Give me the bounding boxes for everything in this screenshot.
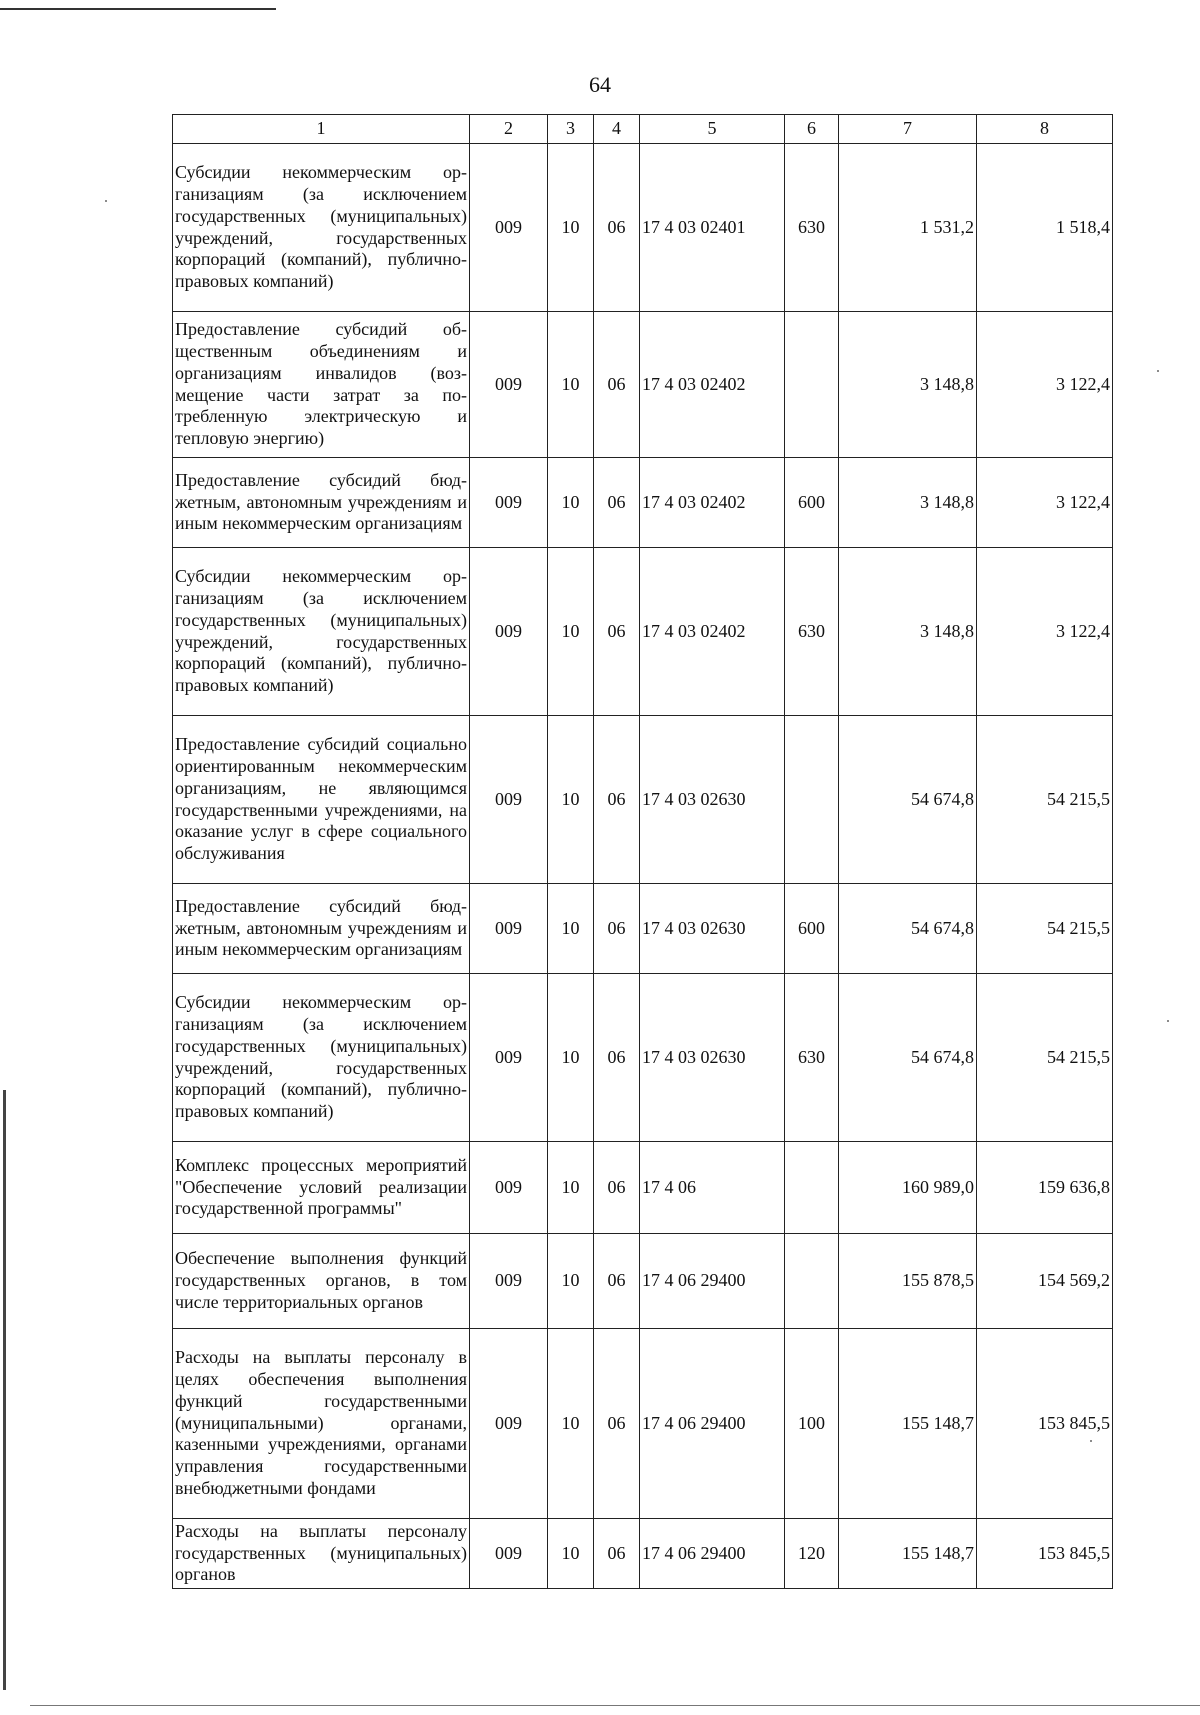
target-article-code: 17 4 03 02630 <box>640 716 785 884</box>
scan-artifact-line <box>30 1705 1200 1706</box>
expense-type-code <box>785 1234 839 1329</box>
amount-col7: 54 674,8 <box>839 884 977 974</box>
amount-col7: 155 148,7 <box>839 1519 977 1589</box>
expense-type-code <box>785 716 839 884</box>
ministry-code: 009 <box>470 884 548 974</box>
column-header: 5 <box>640 115 785 144</box>
expense-description: Субсидии некоммерческим организациям (за исключением государственных (муниципальных) учреждений, государственных корпораций (компаний), публично-правовых компаний) <box>173 548 470 716</box>
table-row <box>173 1142 1113 1234</box>
amount-col7: 1 531,2 <box>839 144 977 312</box>
amount-col7: 3 148,8 <box>839 458 977 548</box>
expense-description: Субсидии некоммерческим организациям (за исключением государственных (муниципальных) учреждений, государственных корпораций (компаний), публично-правовых компаний) <box>173 144 470 312</box>
scan-artifact-edge <box>3 1090 6 1690</box>
expense-description: Субсидии некоммерческим организациям (за исключением государственных (муниципальных) учреждений, государственных корпораций (компаний), публично-правовых компаний) <box>173 974 470 1142</box>
ministry-code: 009 <box>470 1142 548 1234</box>
amount-col7: 3 148,8 <box>839 312 977 458</box>
amount-col8: 154 569,2 <box>977 1234 1113 1329</box>
expense-type-code: 600 <box>785 884 839 974</box>
amount-col7: 54 674,8 <box>839 716 977 884</box>
ministry-code: 009 <box>470 144 548 312</box>
subsection-code: 06 <box>594 1519 640 1589</box>
scan-speck <box>1167 1020 1169 1022</box>
column-header: 4 <box>594 115 640 144</box>
page-number: 64 <box>589 72 611 97</box>
expense-description: Расходы на выплаты персоналу государственных (муниципальных) органов <box>173 1519 470 1589</box>
expense-description: Предоставление субсидий бюджетным, автономным учреждениям и иным некоммерческим организациям <box>173 458 470 548</box>
scan-speck <box>1157 370 1159 372</box>
column-header: 7 <box>839 115 977 144</box>
expense-type-code: 630 <box>785 974 839 1142</box>
column-header: 1 <box>173 115 470 144</box>
amount-col8: 3 122,4 <box>977 548 1113 716</box>
amount-col7: 160 989,0 <box>839 1142 977 1234</box>
budget-table <box>172 114 1113 1589</box>
amount-col7: 54 674,8 <box>839 974 977 1142</box>
scan-speck <box>105 200 107 202</box>
table-row <box>173 884 1113 974</box>
target-article-code: 17 4 03 02402 <box>640 548 785 716</box>
section-code: 10 <box>548 548 594 716</box>
target-article-code: 17 4 06 29400 <box>640 1234 785 1329</box>
target-article-code: 17 4 03 02630 <box>640 884 785 974</box>
ministry-code: 009 <box>470 1234 548 1329</box>
section-code: 10 <box>548 884 594 974</box>
amount-col8: 153 845,5 <box>977 1329 1113 1519</box>
subsection-code: 06 <box>594 548 640 716</box>
table-row <box>173 312 1113 458</box>
subsection-code: 06 <box>594 716 640 884</box>
subsection-code: 06 <box>594 458 640 548</box>
table-row <box>173 1519 1113 1589</box>
table-row <box>173 716 1113 884</box>
section-code: 10 <box>548 1142 594 1234</box>
ministry-code: 009 <box>470 1329 548 1519</box>
column-header: 6 <box>785 115 839 144</box>
table-row <box>173 458 1113 548</box>
target-article-code: 17 4 06 29400 <box>640 1519 785 1589</box>
column-header: 3 <box>548 115 594 144</box>
section-code: 10 <box>548 1329 594 1519</box>
table-row <box>173 1234 1113 1329</box>
section-code: 10 <box>548 144 594 312</box>
ministry-code: 009 <box>470 548 548 716</box>
target-article-code: 17 4 03 02402 <box>640 312 785 458</box>
ministry-code: 009 <box>470 312 548 458</box>
expense-description: Предоставление субсидий общественным объединениям и организациям инвалидов (возмещение части затрат за потребленную электрическую и тепловую энергию) <box>173 312 470 458</box>
table-row <box>173 1329 1113 1519</box>
amount-col8: 54 215,5 <box>977 884 1113 974</box>
subsection-code: 06 <box>594 1142 640 1234</box>
expense-type-code: 630 <box>785 548 839 716</box>
section-code: 10 <box>548 312 594 458</box>
target-article-code: 17 4 03 02401 <box>640 144 785 312</box>
section-code: 10 <box>548 716 594 884</box>
amount-col8: 54 215,5 <box>977 974 1113 1142</box>
expense-description: Комплекс процессных мероприятий "Обеспечение условий реализации государственной программы" <box>173 1142 470 1234</box>
ministry-code: 009 <box>470 1519 548 1589</box>
expense-type-code <box>785 312 839 458</box>
column-header: 8 <box>977 115 1113 144</box>
expense-description: Обеспечение выполнения функций государственных органов, в том числе территориальных органов <box>173 1234 470 1329</box>
expense-description: Предоставление субсидий бюджетным, автономным учреждениям и иным некоммерческим организациям <box>173 884 470 974</box>
subsection-code: 06 <box>594 1234 640 1329</box>
amount-col7: 3 148,8 <box>839 548 977 716</box>
target-article-code: 17 4 06 <box>640 1142 785 1234</box>
amount-col8: 1 518,4 <box>977 144 1113 312</box>
subsection-code: 06 <box>594 974 640 1142</box>
amount-col8: 54 215,5 <box>977 716 1113 884</box>
scan-artifact-line <box>0 8 276 10</box>
expense-type-code: 120 <box>785 1519 839 1589</box>
table-row <box>173 144 1113 312</box>
expense-type-code: 630 <box>785 144 839 312</box>
expense-type-code: 600 <box>785 458 839 548</box>
amount-col8: 3 122,4 <box>977 312 1113 458</box>
expense-type-code <box>785 1142 839 1234</box>
expense-description: Предоставление субсидий социально ориентированным некоммерческим организациям, не являющимся государственными учреждениями, на оказание услуг в сфере социального обслуживания <box>173 716 470 884</box>
amount-col8: 3 122,4 <box>977 458 1113 548</box>
subsection-code: 06 <box>594 144 640 312</box>
subsection-code: 06 <box>594 884 640 974</box>
table-header-row <box>173 115 1113 144</box>
amount-col8: 159 636,8 <box>977 1142 1113 1234</box>
ministry-code: 009 <box>470 458 548 548</box>
target-article-code: 17 4 03 02402 <box>640 458 785 548</box>
amount-col7: 155 148,7 <box>839 1329 977 1519</box>
target-article-code: 17 4 06 29400 <box>640 1329 785 1519</box>
subsection-code: 06 <box>594 1329 640 1519</box>
column-header: 2 <box>470 115 548 144</box>
section-code: 10 <box>548 974 594 1142</box>
ministry-code: 009 <box>470 716 548 884</box>
expense-type-code: 100 <box>785 1329 839 1519</box>
section-code: 10 <box>548 1234 594 1329</box>
expense-description: Расходы на выплаты персоналу в целях обеспечения выполнения функций государственными (муниципальными) органами, казенными учреждениями, органами управления государственными внебюджетными фондами <box>173 1329 470 1519</box>
section-code: 10 <box>548 1519 594 1589</box>
target-article-code: 17 4 03 02630 <box>640 974 785 1142</box>
amount-col8: 153 845,5 <box>977 1519 1113 1589</box>
table-row <box>173 548 1113 716</box>
subsection-code: 06 <box>594 312 640 458</box>
amount-col7: 155 878,5 <box>839 1234 977 1329</box>
ministry-code: 009 <box>470 974 548 1142</box>
section-code: 10 <box>548 458 594 548</box>
table-row <box>173 974 1113 1142</box>
